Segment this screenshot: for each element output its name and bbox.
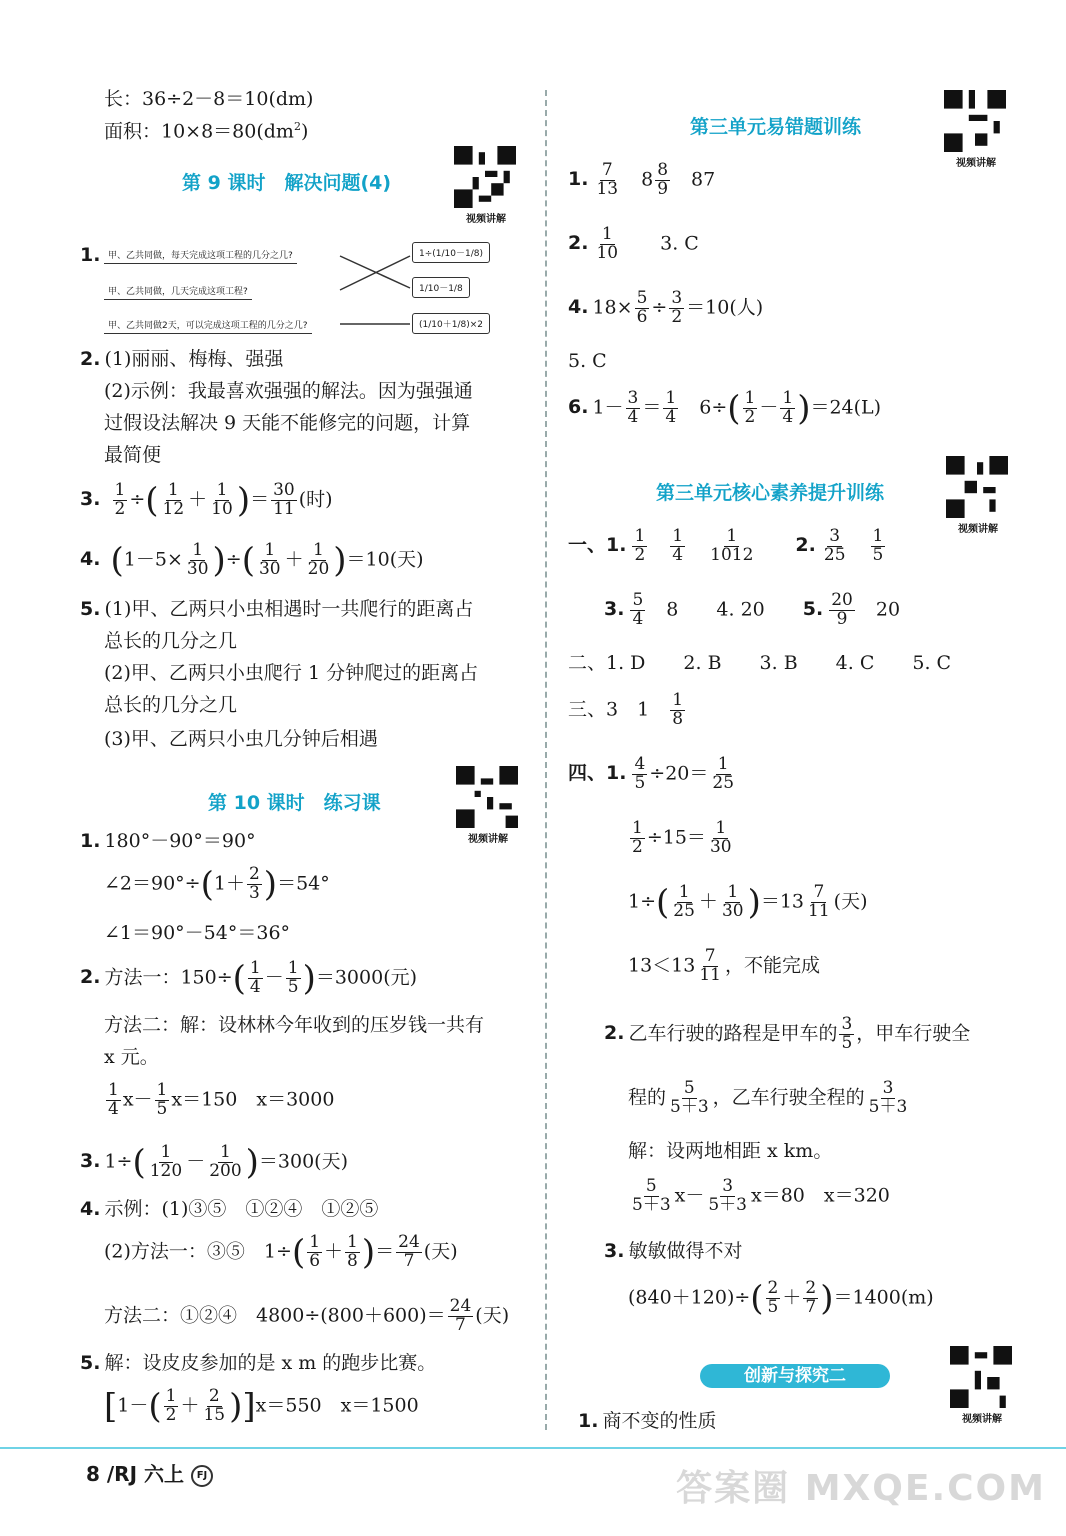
answer-line: 四、1. $\frac{4}{5}$ ÷20＝ $\frac{1}{25}$ — [568, 754, 735, 793]
answer-line: (2)甲、乙两只小虫爬行 1 分钟爬过的距离占 — [104, 662, 479, 684]
answer-line: 一、1. $\frac{1}{2}$ $\frac{1}{4}$ $\frac{1}{1012}$ 2. $\frac{3}{25}$ $\frac{1}{5}$ — [568, 526, 884, 565]
answer-line: (3)甲、乙两只小虫几分钟后相遇 — [104, 728, 378, 750]
answer-line: 6. 1－ $\frac{3}{4}$ ＝ $\frac{1}{4}$ 6÷( $\frac{1}{2}$ － $\frac{1}{4}$ )＝24(L) — [568, 388, 882, 429]
answer-line: 过假设法解决 9 天能不能修完的问题，计算 — [104, 412, 471, 434]
answer-line: 2. (1)丽丽、梅梅、强强 — [80, 348, 284, 370]
answer-line: 5. (1)甲、乙两只小虫相遇时一共爬行的距离占 — [80, 598, 474, 620]
section-title-errors: 第三单元易错题训练 — [690, 116, 862, 138]
section-title-lesson9: 第 9 课时 解决问题(4) — [182, 172, 392, 194]
qr-code-icon[interactable]: 视频讲解 — [944, 90, 1008, 169]
answer-line: 1÷( $\frac{1}{25}$ ＋ $\frac{1}{30}$ )＝13 $\frac{7}{11}$ (天) — [628, 882, 868, 923]
match-question: 甲、乙共同做，几天完成这项工程? — [104, 282, 252, 300]
qr-code-icon[interactable]: 视频讲解 — [950, 1346, 1014, 1425]
question-number: 1. — [80, 244, 101, 266]
answer-line: 面积：$10\times 8=80(dm^2)$ — [104, 120, 309, 143]
match-answer: 1/10－1/8 — [412, 277, 470, 298]
answer-line: 程的 $\frac{5}{5+3}$ ，乙车行驶全程的 $\frac{3}{5+3}$ — [628, 1078, 908, 1117]
section-badge-innovation: 创新与探究二 — [700, 1364, 890, 1388]
qr-code-icon[interactable]: 视频讲解 — [456, 766, 520, 845]
column-divider — [545, 90, 547, 1430]
answer-line: $\frac{1}{4}$ x－ $\frac{1}{5}$ x＝150 x＝3000 — [108, 1080, 335, 1119]
match-question: 甲、乙共同做，每天完成这项工程的几分之几? — [104, 246, 297, 264]
answer-line: x 元。 — [104, 1046, 159, 1068]
answer-line: (2)示例：我最喜欢强强的解法。因为强强通 — [104, 380, 473, 402]
answer-line: 4. (1－5× $\frac{1}{30}$ )÷( $\frac{1}{30}$ ＋ $\frac{1}{20}$ )＝10(天) — [80, 540, 424, 581]
answer-line: ∠2＝90°÷(1＋ $\frac{2}{3}$ )＝54° — [104, 864, 330, 905]
answer-line: 方法二：解：设林林今年收到的压岁钱一共有 — [104, 1014, 485, 1036]
answer-line: 2. 乙车行驶的路程是甲车的 $\frac{3}{5}$ ，甲车行驶全 — [604, 1014, 971, 1053]
answer-line: 5. 解：设皮皮参加的是 x m 的跑步比赛。 — [80, 1352, 437, 1374]
answer-line: ∠1＝90°－54°＝36° — [104, 922, 291, 944]
match-lines — [335, 250, 415, 340]
section-title-lesson10: 第 10 课时 练习课 — [208, 792, 381, 814]
answer-line: 1. $\frac{7}{13}$ 8 $\frac{8}{9}$ 87 — [568, 160, 716, 199]
answer-line: 总长的几分之几 — [104, 630, 238, 652]
answer-line: 1. 180°－90°＝90° — [80, 830, 256, 852]
answer-line: 长：36÷2－8＝10(dm) — [104, 88, 314, 110]
answer-line: 3. $\frac{1}{2}$ ÷( $\frac{1}{12}$ ＋ $\frac{1}{10}$ )＝ $\frac{30}{11}$ (时) — [80, 480, 333, 521]
answer-line: 5. C — [568, 350, 607, 372]
footer-rule — [0, 1447, 1066, 1449]
answer-line: 2. $\frac{1}{10}$ 3. C — [568, 224, 699, 263]
fj-badge-icon: FJ — [191, 1465, 213, 1487]
section-title-core: 第三单元核心素养提升训练 — [656, 482, 885, 504]
answer-line: 4. 示例：(1)③⑤ ①②④ ①②⑤ — [80, 1198, 379, 1220]
answer-line: 解：设两地相距 x km。 — [628, 1140, 833, 1162]
answer-line: 13＜13 $\frac{7}{11}$ ，不能完成 — [628, 946, 821, 985]
match-question: 甲、乙共同做2天，可以完成这项工程的几分之几? — [104, 316, 312, 334]
watermark: 答案圈 MXQE.COM — [676, 1468, 1046, 1509]
qr-code-icon[interactable]: 视频讲解 — [946, 456, 1010, 535]
answer-line: 方法二：①②④ 4800÷(800＋600)＝ $\frac{24}{7}$ (天) — [104, 1296, 510, 1335]
answer-line: $\frac{1}{2}$ ÷15＝ $\frac{1}{30}$ — [632, 818, 732, 857]
answer-line: 3. 敏敏做得不对 — [604, 1240, 743, 1262]
answer-line: $\frac{5}{5+3}$ x－ $\frac{3}{5+3}$ x＝80 x＝320 — [632, 1176, 890, 1215]
answer-line: 2. 方法一：150÷( $\frac{1}{4}$ － $\frac{1}{5}$ )＝3000(元) — [80, 958, 418, 999]
answer-line: [1－( $\frac{1}{2}$ ＋ $\frac{2}{15}$ )]x＝550 x＝1500 — [104, 1386, 419, 1427]
answer-line: (2)方法一：③⑤ 1÷( $\frac{1}{6}$ ＋ $\frac{1}{8}$ )＝ $\frac{24}{7}$ (天) — [104, 1232, 458, 1273]
page-footer: 8 /RJ 六上 FJ — [86, 1458, 213, 1487]
answer-line: 4. 18× $\frac{5}{6}$ ÷ $\frac{3}{2}$ ＝10(人) — [568, 288, 764, 327]
answer-line: 3. $\frac{5}{4}$ 8 4. 20 5. $\frac{20}{9}$ 20 — [604, 590, 901, 629]
answer-line: 总长的几分之几 — [104, 694, 238, 716]
answer-line: 3. 1÷( $\frac{1}{120}$ － $\frac{1}{200}$ )＝300(天) — [80, 1142, 349, 1183]
match-answer: (1/10＋1/8)×2 — [412, 313, 490, 334]
answer-line: 1. 商不变的性质 — [578, 1410, 717, 1432]
answer-line: (840＋120)÷( $\frac{2}{5}$ ＋ $\frac{2}{7}$ )＝1400(m) — [628, 1278, 934, 1319]
answer-line: 三、3 1 $\frac{1}{8}$ — [568, 690, 684, 729]
qr-code-icon[interactable]: 视频讲解 — [454, 146, 518, 225]
match-answer: 1÷(1/10－1/8) — [412, 242, 490, 263]
answer-line: 最简便 — [104, 444, 162, 466]
answer-line: 二、1. D 2. B 3. B 4. C 5. C — [568, 652, 952, 674]
